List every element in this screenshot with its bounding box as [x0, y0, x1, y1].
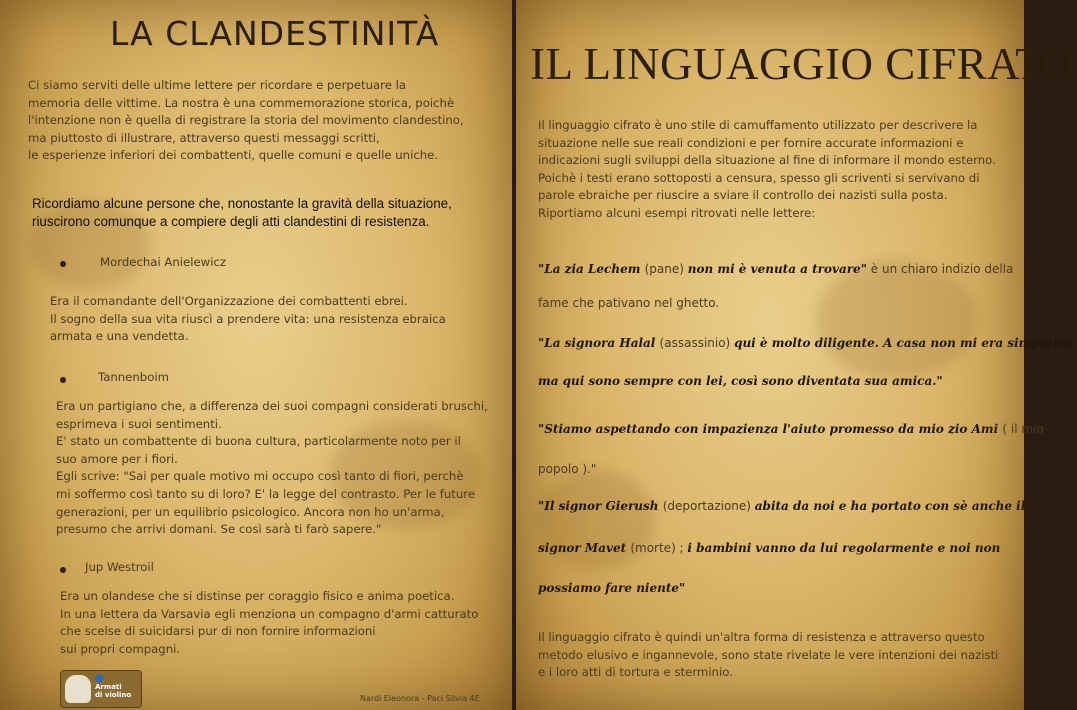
- person-name: Mordechai Anielewicz: [100, 255, 227, 269]
- quote-line: [538, 538, 1000, 558]
- quote-text: "La signora Halal: [538, 336, 660, 350]
- text-line: Il linguaggio cifrato è uno stile di camuffamento utilizzato per descrivere la: [538, 118, 978, 132]
- text-line: Il linguaggio cifrato è quindi un'altra forma di resistenza e attraverso questo: [538, 630, 985, 644]
- quote-line: [538, 496, 1025, 516]
- intro-paragraph: [28, 77, 464, 165]
- text-line: Egli scrive: "Sai per quale motivo mi occupo così tanto di fiori, perchè: [56, 469, 464, 484]
- text-line: memoria delle vittime. La nostra è una commemorazione storica, poichè: [28, 95, 455, 110]
- text-line: In una lettera da Varsavia egli menziona un compagno d'armi catturato: [60, 606, 479, 621]
- conclusion-paragraph: [538, 629, 998, 682]
- quote-line: [538, 259, 1013, 279]
- quote-text: "La zia Lechem: [538, 262, 645, 276]
- quote-text: i bambini vanno da lui regolarmente e noi non: [687, 541, 1001, 555]
- intro-paragraph: [538, 117, 996, 223]
- text-line: Era un partigiano che, a differenza dei suoi compagni considerati bruschi,: [56, 399, 488, 413]
- quote-text: "Stiamo aspettando con impazienza l'aiuto promesso da mio zio Ami: [538, 422, 1003, 436]
- quote-text: non mi è venuta a trovare": [687, 262, 867, 276]
- translation-text: (pane): [644, 262, 688, 276]
- logo-text: Armati di violino: [95, 683, 132, 699]
- text-line: che scelse di suicidarsi pur di non fornire informazioni: [60, 624, 376, 639]
- text-line: Il sogno della sua vita riuscì a prendere vita: una resistenza ebraica: [50, 311, 446, 326]
- text-line: presumo che arrivi domani. Se così sarà ti farò sapere.": [56, 522, 382, 537]
- translation-text: (morte) ;: [630, 541, 688, 555]
- quote-text: ma qui sono sempre con lei, così sono diventata sua amica.": [538, 374, 943, 388]
- text-line: riuscirono comunque a compiere degli atti clandestini di resistenza.: [32, 214, 430, 229]
- text-line: E' stato un combattente di buona cultura, particolarmente noto per il: [56, 434, 461, 449]
- text-line: suo amore per i fiori.: [56, 451, 178, 466]
- quote-text: possiamo fare niente": [538, 581, 686, 595]
- translation-text: (deportazione): [662, 499, 755, 513]
- person-description: [56, 398, 488, 539]
- quote-line: [538, 419, 1044, 439]
- translation-text: è un chiaro indizio della: [866, 262, 1014, 276]
- person-description: [50, 293, 446, 346]
- bullet-marker: [60, 261, 66, 267]
- text-line: l'intenzione non è quella di registrare la storia del movimento clandestino,: [28, 113, 464, 128]
- translation-text: fame che pativano nel ghetto.: [538, 296, 720, 310]
- bullet-marker: [60, 567, 66, 573]
- text-line: parole ebraiche per riuscire a sviare il controllo dei nazisti sulla posta.: [538, 188, 948, 203]
- quote-text: qui è molto diligente. A casa non mi era simpatica,: [734, 336, 1077, 350]
- text-line: Riportiamo alcuni esempi ritrovati nelle lettere:: [538, 205, 816, 220]
- translation-text: (assassinio): [659, 336, 735, 350]
- text-line: ma piuttosto di illustrare, attraverso questi messaggi scritti,: [28, 130, 380, 145]
- quote-text: "Il signor Gierush: [538, 499, 663, 513]
- left-page-title: LA CLANDESTINITÀ: [110, 14, 440, 53]
- quote-line: [538, 578, 685, 598]
- text-line: le esperienze inferiori dei combattenti, quelle comuni e quelle uniche.: [28, 148, 439, 163]
- bullet-marker: [60, 377, 66, 383]
- text-line: Era un olandese che si distinse per coraggio fisico e anima poetica.: [60, 589, 455, 603]
- violinist-figure-icon: [65, 675, 91, 703]
- text-line: Poichè i testi erano sottoposti a censura, spesso gli scriventi si servivano di: [538, 170, 980, 185]
- text-line: generazioni, per un equilibrio psicologico. Ancora non ho un'arma,: [56, 504, 445, 519]
- quote-line: [538, 459, 596, 479]
- text-line: Ricordiamo alcune persone che, nonostante la gravità della situazione,: [32, 196, 452, 211]
- text-line: situazione nelle sue reali condizioni e per fornire accurate informazioni e: [538, 135, 964, 150]
- text-line: esprimeva i suoi sentimenti.: [56, 416, 222, 431]
- text-line: Ci siamo serviti delle ultime lettere per ricordare e perpetuare la: [28, 78, 407, 92]
- left-page: [0, 0, 512, 710]
- person-name: Tannenboim: [98, 370, 169, 384]
- person-description: [60, 588, 478, 658]
- badge-icon: [95, 674, 103, 682]
- quote-line: [538, 333, 1077, 353]
- text-line: mi soffermo così tanto su di loro? E' la legge del contrasto. Per le future: [56, 486, 476, 501]
- person-name: Jup Westroil: [85, 560, 154, 574]
- translation-text: popolo ).": [538, 462, 597, 476]
- quote-text: abita da noi e ha portato con sè anche il: [754, 499, 1026, 513]
- quote-line: [538, 293, 719, 313]
- text-line: metodo elusivo e ingannevole, sono state rivelate le vere intenzioni dei nazisti: [538, 647, 999, 662]
- translation-text: ( il mio: [1002, 422, 1044, 436]
- text-line: e i loro atti di tortura e sterminio.: [538, 665, 733, 680]
- text-line: armata e una vendetta.: [50, 329, 189, 344]
- text-line: indicazioni sugli sviluppi della situazione al fine di informare il mondo esterno.: [538, 153, 996, 168]
- text-line: sui propri compagni.: [60, 641, 181, 656]
- text-line: Era il comandante dell'Organizzazione dei combattenti ebrei.: [50, 294, 408, 308]
- quote-line: [538, 371, 943, 391]
- quote-text: signor Mavet: [538, 541, 631, 555]
- right-page-title: IL LINGUAGGIO CIFRATO: [530, 39, 1076, 89]
- right-page: [516, 0, 1077, 710]
- credits: Nardi Eleonora - Paci Silvia 4E: [360, 694, 480, 703]
- highlight-paragraph: [32, 195, 452, 231]
- armati-di-violino-logo: [60, 670, 142, 708]
